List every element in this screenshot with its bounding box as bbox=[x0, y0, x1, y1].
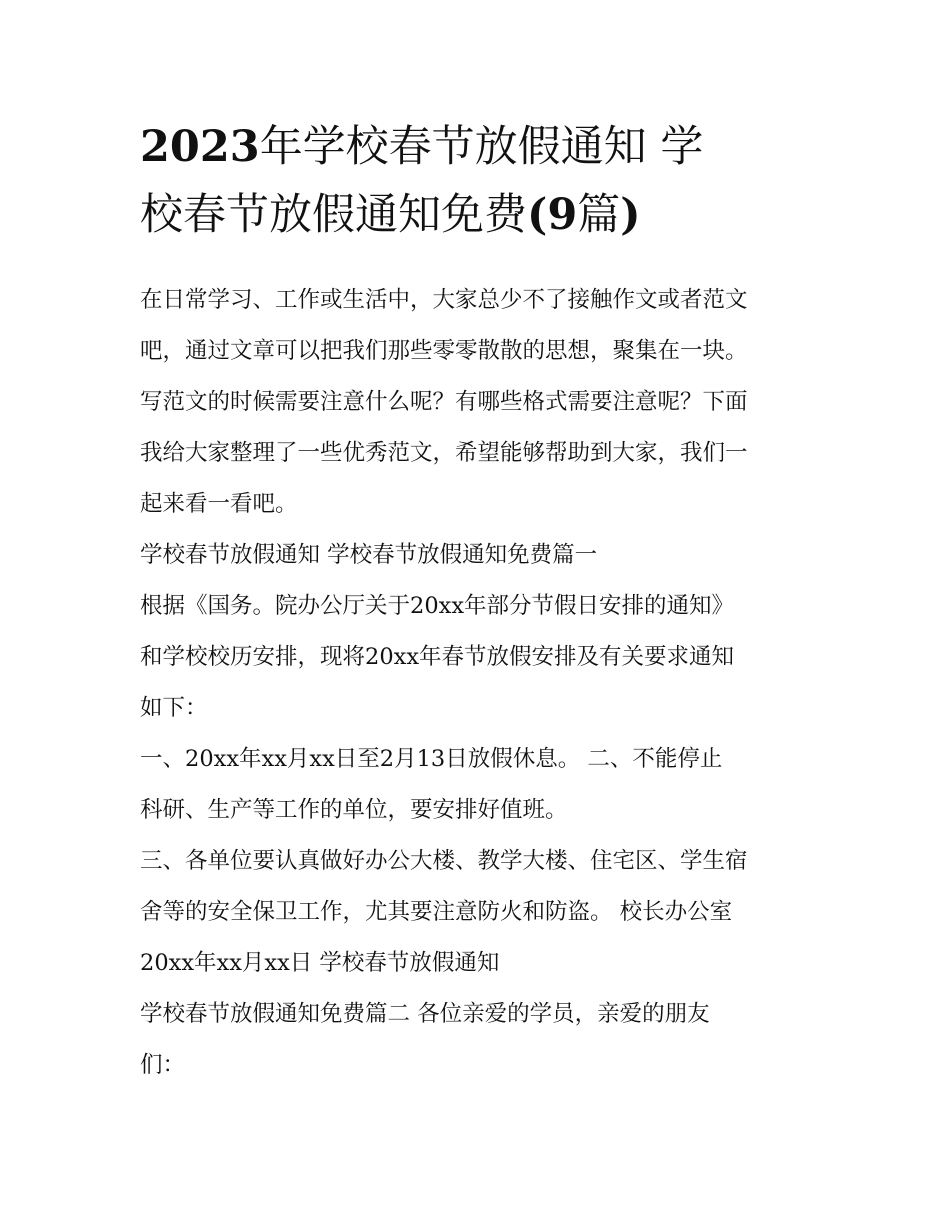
title-year: 2023 bbox=[140, 122, 260, 172]
body-line: 三、各单位要认真做好办公大楼、教学大楼、住宅区、学生宿 bbox=[140, 848, 748, 874]
body-line: 根据《国务。院办公厅关于20xx年部分节假日安排的通知》 bbox=[140, 593, 735, 619]
body-line: 吧，通过文章可以把我们那些零零散散的思想，聚集在一块。 bbox=[140, 338, 748, 364]
document-body bbox=[140, 275, 820, 1091]
section-heading: 学校春节放假通知 学校春节放假通知免费篇一 bbox=[140, 542, 598, 568]
body-line: 一、20xx年xx月xx日至2月13日放假休息。 二、不能停止 bbox=[140, 746, 723, 772]
body-line: 写范文的时候需要注意什么呢？有哪些格式需要注意呢？下面 bbox=[140, 389, 748, 415]
body-line: 在日常学习、工作或生活中，大家总少不了接触作文或者范文 bbox=[140, 287, 748, 313]
body-line: 我给大家整理了一些优秀范文，希望能够帮助到大家，我们一 bbox=[140, 440, 748, 466]
body-line: 科研、生产等工作的单位，要安排好值班。 bbox=[140, 797, 568, 823]
document-title bbox=[140, 113, 820, 249]
title-line-1: 2023年学校春节放假通知 学 bbox=[140, 122, 704, 172]
title-paren: ) bbox=[620, 190, 641, 240]
body-line: 和学校校历安排，现将20xx年春节放假安排及有关要求通知 bbox=[140, 644, 735, 670]
body-line: 们： bbox=[140, 1052, 186, 1078]
section-heading: 学校春节放假通知免费篇二 各位亲爱的学员，亲爱的朋友 bbox=[140, 1001, 710, 1027]
body-line: 20xx年xx月xx日 学校春节放假通知 bbox=[140, 950, 500, 976]
title-line-2: 校春节放假通知免费(9篇) bbox=[140, 190, 641, 240]
body-line: 如下： bbox=[140, 695, 208, 721]
body-line: 起来看一看吧。 bbox=[140, 491, 298, 517]
body-line: 舍等的安全保卫工作，尤其要注意防火和防盗。 校长办公室 bbox=[140, 899, 733, 925]
title-count: (9 bbox=[527, 190, 578, 240]
